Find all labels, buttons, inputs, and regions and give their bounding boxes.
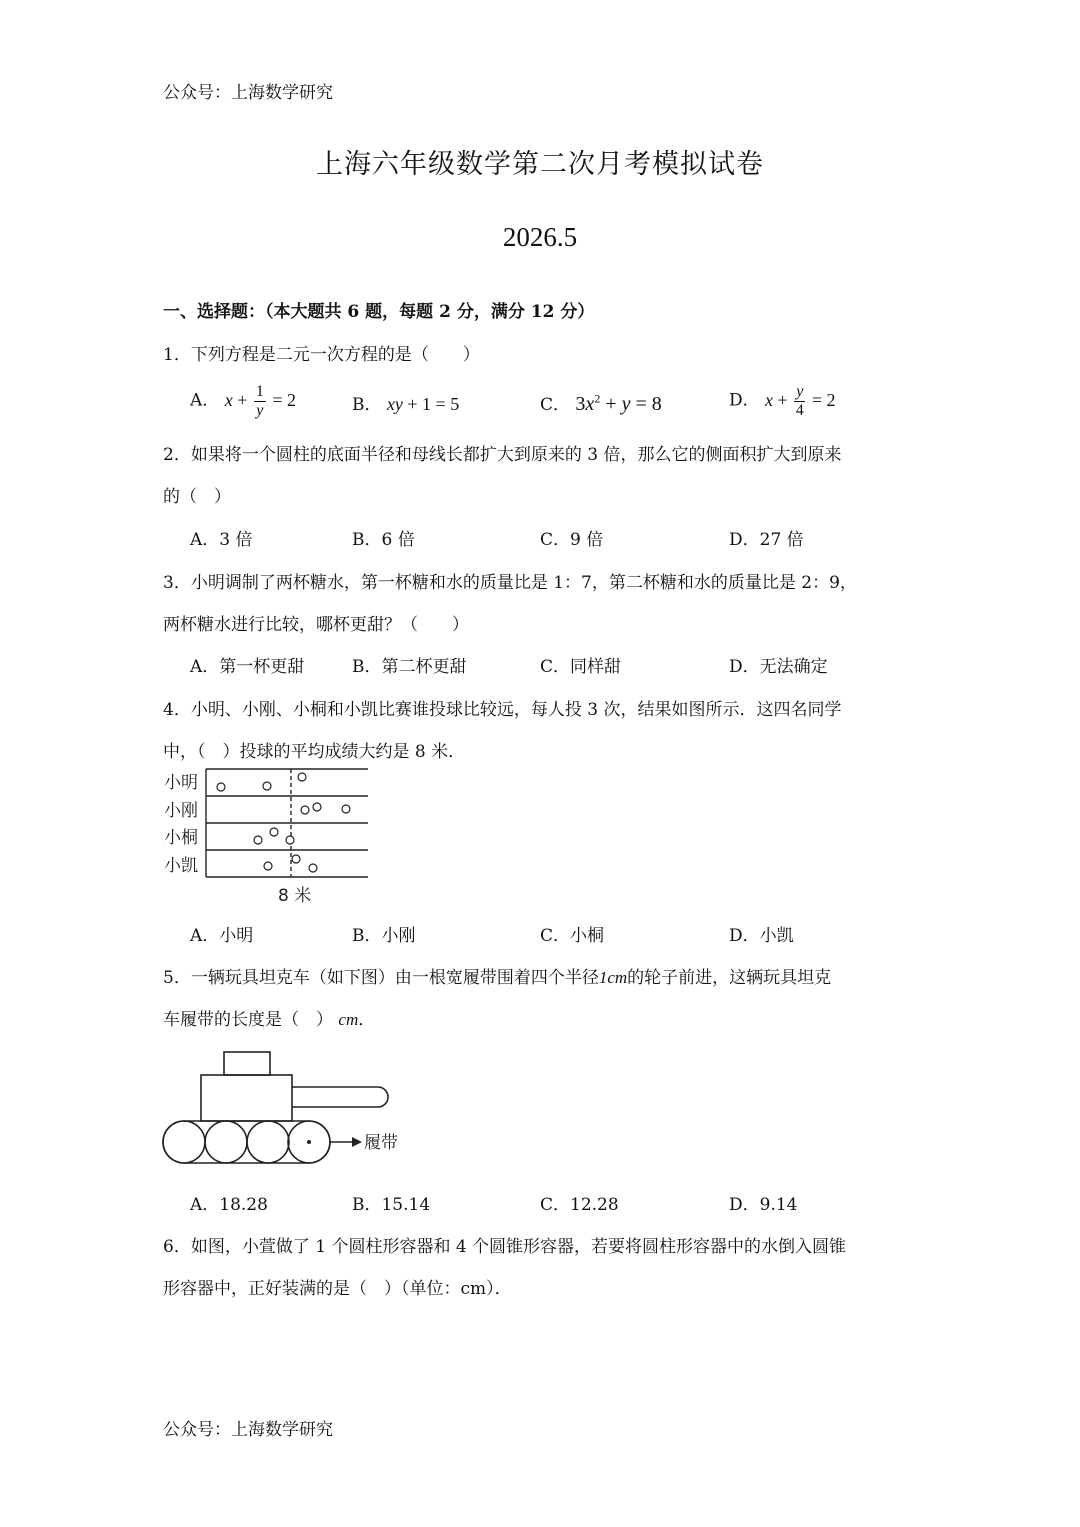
q4-throw-marker (301, 806, 309, 814)
q1-option-b-formula: xy + 1 = 5 (386, 394, 460, 414)
header-account: 公众号：上海数学研究 (163, 83, 333, 103)
q1-option-a (190, 384, 296, 428)
q5-wheel (247, 1121, 289, 1163)
q5-tank-hatch (224, 1052, 270, 1075)
q5-stem-line2-c: ． (358, 1010, 376, 1030)
q1-option-d (729, 384, 835, 428)
q5-stem-line1-c: 的轮子前进，这辆玩具坦克 (627, 968, 832, 988)
q4-row-label-0: 小明 (164, 773, 198, 793)
q5-track-label: 履带 (364, 1133, 398, 1153)
q1-option-d-formula: x + $\frac{y}{4}$ = 2 (765, 383, 836, 419)
q5-wheel (205, 1121, 247, 1163)
q4-throw-marker (270, 828, 278, 836)
q5-stem-line1-a: 5．一辆玩具坦克车（如下图）由一根宽履带围着四个半径 (163, 968, 599, 988)
q4-option-d: D．小凯 (729, 926, 794, 946)
q4-throw-marker (263, 782, 271, 790)
q5-track-right-end (309, 1121, 330, 1163)
q4-axis-label: 8 米 (278, 886, 312, 906)
footer-account: 公众号：上海数学研究 (163, 1420, 333, 1440)
q4-throw-figure (160, 764, 375, 909)
q5-tank-body (201, 1075, 292, 1121)
exam-date: 2026.5 (502, 222, 578, 252)
q4-stem-line1: 4．小明、小刚、小桐和小凯比赛谁投球比较远，每人投 3 次，结果如图所示．这四名同学 (163, 700, 842, 720)
q4-option-b: B．小刚 (352, 926, 416, 946)
q5-wheel-center (307, 1140, 311, 1144)
q4-row-label-2: 小桐 (164, 828, 198, 848)
q5-unit: cm (338, 1010, 359, 1029)
q2-stem-line2: 的（ ） (163, 487, 231, 507)
q5-stem-line2-a: 车履带的长度是（ ） (163, 1010, 333, 1030)
q6-stem-line1: 6．如图，小萱做了 1 个圆柱形容器和 4 个圆锥形容器，若要将圆柱形容器中的水倒入圆锥 (163, 1237, 847, 1257)
q4-option-c: C．小桐 (540, 926, 605, 946)
q1-option-a-formula: x + $\frac{1}{y}$ = 2 (224, 383, 296, 419)
q2-option-c: C．9 倍 (540, 530, 604, 550)
q4-stem-line2: 中，（ ）投球的平均成绩大约是 8 米． (163, 742, 466, 762)
section-heading: 一、选择题：（本大题共 6 题，每题 2 分，满分 12 分） (163, 302, 595, 322)
q3-option-b: B．第二杯更甜 (352, 657, 467, 677)
q4-throw-marker (254, 836, 262, 844)
q3-option-a: A．第一杯更甜 (190, 657, 305, 677)
q3-option-d: D．无法确定 (729, 657, 828, 677)
q1-option-d-label: D． (729, 390, 760, 411)
q3-stem-line2: 两杯糖水进行比较，哪杯更甜？（ ） (163, 615, 469, 635)
q5-radius: 1cm (598, 968, 628, 987)
q4-throw-marker (313, 803, 321, 811)
q2-stem-line1: 2．如果将一个圆柱的底面半径和母线长都扩大到原来的 3 倍，那么它的侧面积扩大到原来 (163, 445, 842, 465)
q4-row-label-3: 小凯 (164, 856, 198, 876)
q2-option-b: B．6 倍 (352, 530, 415, 550)
q6-stem-line2: 形容器中，正好装满的是（ ）（单位：cm）． (163, 1279, 512, 1299)
q3-option-c: C．同样甜 (540, 657, 622, 677)
page-title: 上海六年级数学第二次月考模拟试卷 (316, 149, 764, 180)
q4-throw-marker (217, 783, 225, 791)
q1-option-c-formula: $3x^2 + y = 8$ (575, 391, 662, 415)
q1-option-c (540, 390, 662, 416)
q5-tank-figure (160, 1046, 410, 1171)
q5-stem-line1 (163, 963, 831, 988)
q1-option-b-label: B． (352, 395, 382, 415)
q5-wheel (163, 1121, 205, 1163)
q4-throw-marker (309, 864, 317, 872)
q4-throw-marker (342, 805, 350, 813)
q4-row-label-1: 小刚 (164, 801, 198, 821)
q5-track-left-end (163, 1121, 184, 1163)
q5-pointer-arrowhead (352, 1137, 362, 1147)
q3-stem-line1: 3．小明调制了两杯糖水，第一杯糖和水的质量比是 1：7，第二杯糖和水的质量比是 2：9， (163, 573, 857, 593)
q4-throw-marker (292, 855, 300, 863)
q4-throw-marker (264, 862, 272, 870)
q1-option-b (352, 390, 459, 415)
q5-tank-barrel (292, 1087, 388, 1107)
q2-option-a: A．3 倍 (190, 530, 253, 550)
q1-option-c-label: C． (540, 395, 571, 415)
q4-option-a: A．小明 (190, 926, 254, 946)
q2-option-d: D．27 倍 (729, 530, 804, 550)
q4-throw-marker (286, 836, 294, 844)
q4-throw-marker (298, 773, 306, 781)
q1-stem: 1．下列方程是二元一次方程的是（ ） (163, 345, 480, 365)
q5-option-c: C．12.28 (540, 1195, 619, 1215)
q5-option-d: D．9.14 (729, 1195, 798, 1215)
q5-option-a: A．18.28 (190, 1195, 268, 1215)
q5-stem-line2 (163, 1005, 375, 1030)
q5-option-b: B．15.14 (352, 1195, 431, 1215)
q1-option-a-label: A． (190, 390, 220, 411)
